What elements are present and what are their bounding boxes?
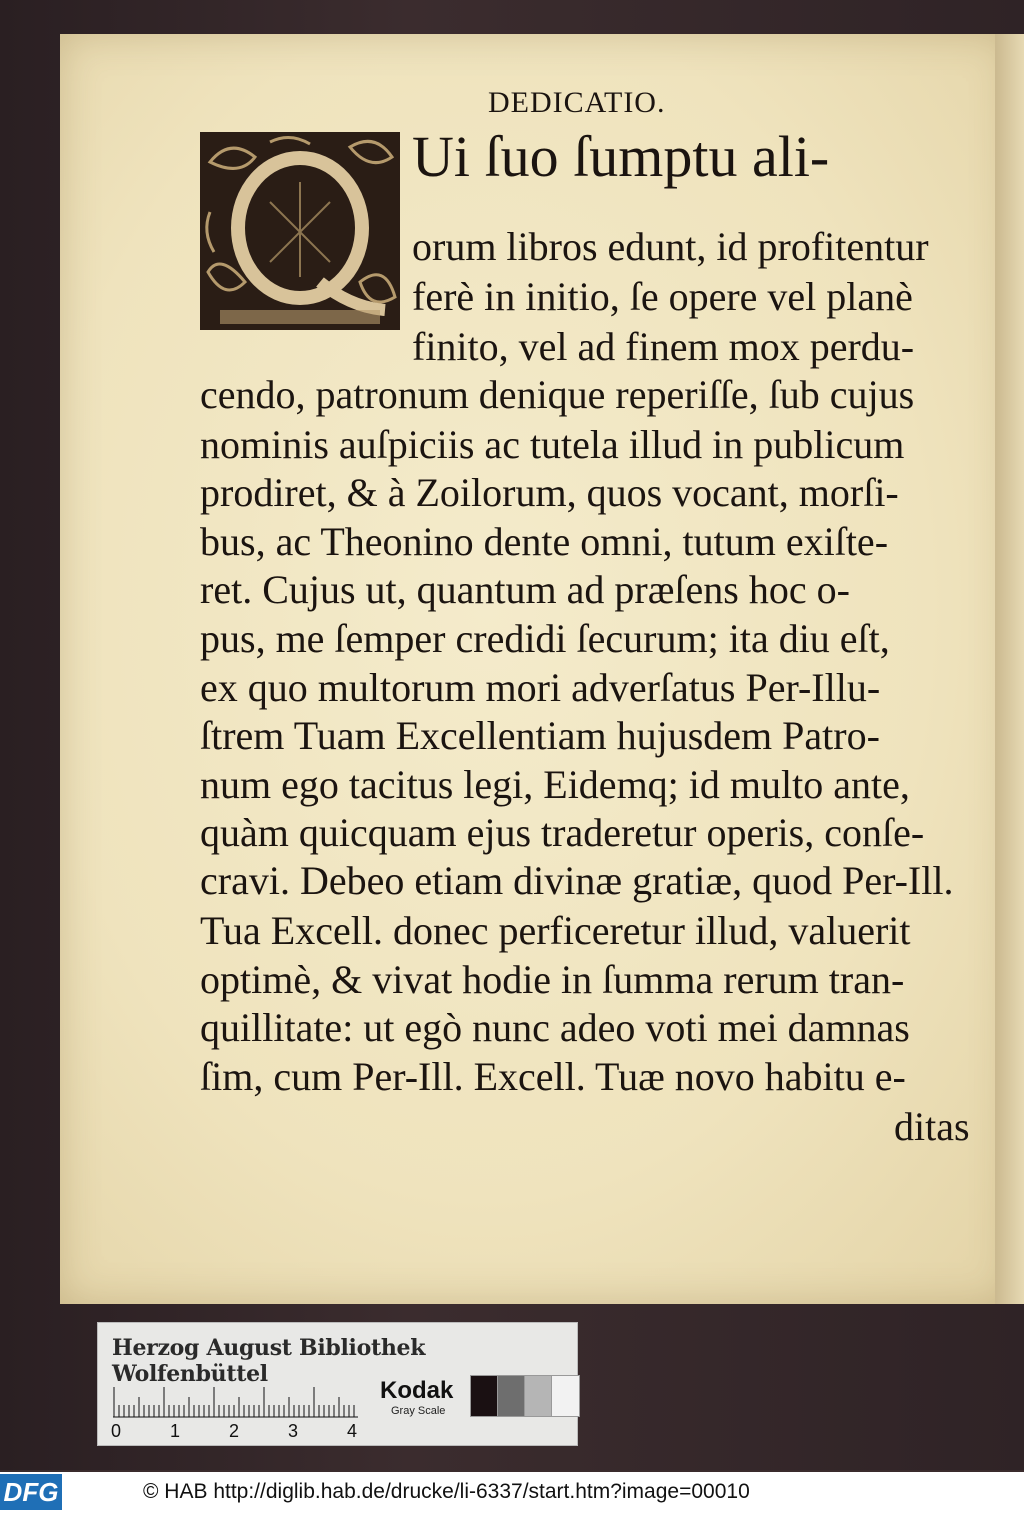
running-head: DEDICATIO. bbox=[488, 86, 666, 119]
ruler-label: 3 bbox=[288, 1421, 299, 1441]
text-line: ex quo multorum mori adverſatus Per-Illu- bbox=[200, 665, 881, 710]
text-line: quillitate: ut egò nunc adeo voti mei damnas bbox=[200, 1005, 910, 1050]
text-line: nominis auſpiciis ac tutela illud in publicum bbox=[200, 422, 905, 467]
gray-swatch bbox=[470, 1375, 499, 1417]
gray-swatch bbox=[551, 1375, 580, 1417]
text-line: finito, vel ad finem mox perdu- bbox=[412, 324, 915, 369]
footer-bar bbox=[0, 1472, 1024, 1516]
library-name: Herzog August Bibliothek Wolfenbüttel bbox=[112, 1335, 426, 1387]
gray-swatch bbox=[497, 1375, 526, 1417]
catchword: ditas bbox=[894, 1104, 970, 1149]
text-line: orum libros edunt, id profitentur bbox=[412, 224, 929, 269]
text-line: cendo, patronum denique reperiſſe, ſub cujus bbox=[200, 372, 915, 417]
text-line: ferè in initio, ſe opere vel planè bbox=[412, 274, 913, 319]
gray-swatch bbox=[524, 1375, 553, 1417]
ruler-label: 2 bbox=[229, 1421, 240, 1441]
facing-page-edge bbox=[995, 34, 1024, 1304]
text-line: bus, ac Theonino dente omni, tutum exiſte- bbox=[200, 519, 889, 564]
text-line: cravi. Debeo etiam divinæ gratiæ, quod Per-Ill. bbox=[200, 858, 954, 903]
text-line: ſim, cum Per-Ill. Excell. Tuæ novo habitu e- bbox=[200, 1054, 906, 1099]
ruler-label: 0 bbox=[111, 1421, 122, 1441]
decorated-initial-q bbox=[200, 132, 400, 330]
gray-scale-label: Gray Scale bbox=[391, 1405, 446, 1417]
ruler-label: 1 bbox=[170, 1421, 181, 1441]
text-line: Tua Excell. donec perficeretur illud, valuerit bbox=[200, 908, 911, 953]
source-credit: © HAB http://diglib.hab.de/drucke/li-6337/start.htm?image=00010 bbox=[143, 1480, 750, 1503]
text-line: ret. Cujus ut, quantum ad præſens hoc o- bbox=[200, 567, 850, 612]
color-calibration-target bbox=[97, 1322, 578, 1446]
text-line: quàm quicquam ejus traderetur operis, conſe- bbox=[200, 810, 925, 855]
ruler-scale bbox=[113, 1378, 358, 1418]
dfg-logo[interactable]: DFG bbox=[0, 1474, 62, 1510]
kodak-logo: Kodak bbox=[380, 1377, 454, 1404]
text-line: Ui ſuo ſumptu ali- bbox=[412, 124, 830, 189]
text-line: pus, me ſemper credidi ſecurum; ita diu eſt, bbox=[200, 616, 890, 661]
text-line: optimè, & vivat hodie in ſumma rerum tran- bbox=[200, 957, 905, 1002]
text-line: num ego tacitus legi, Eidemq; id multo ante, bbox=[200, 762, 910, 807]
text-line: prodiret, & à Zoilorum, quos vocant, morſi- bbox=[200, 470, 899, 515]
ruler-label: 4 bbox=[347, 1421, 358, 1441]
text-line: ſtrem Tuam Excellentiam hujusdem Patro- bbox=[200, 713, 880, 758]
